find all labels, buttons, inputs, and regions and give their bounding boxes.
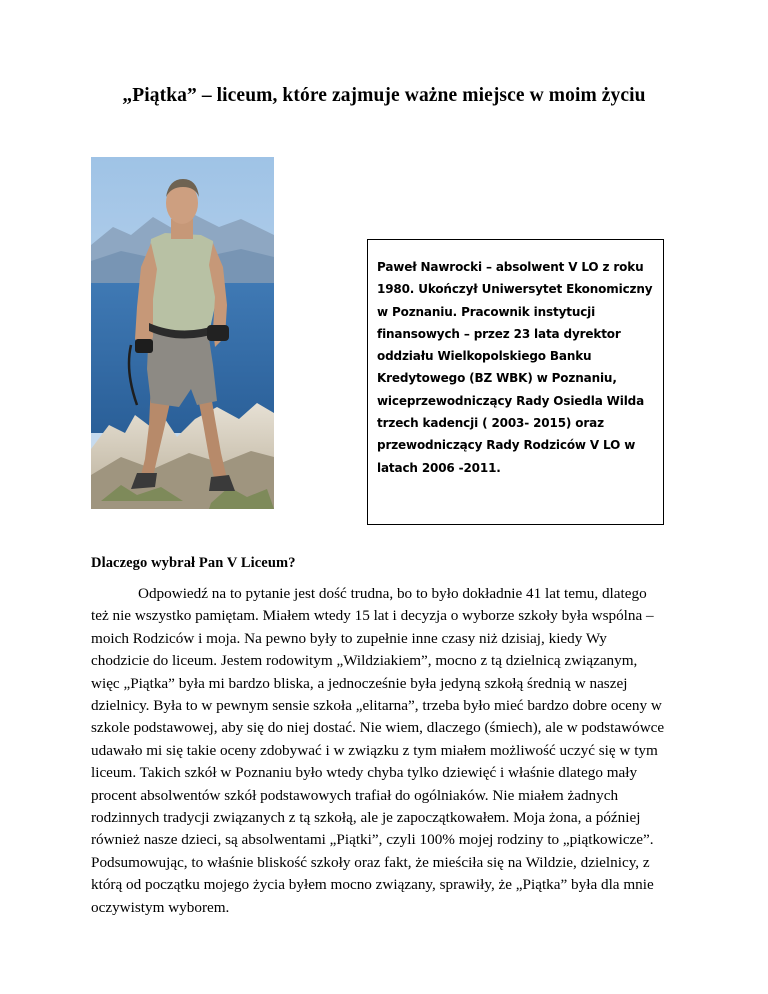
answer-line: którą od początku mojego życia byłem mocno związany, sprawiły, że „Piątka” była dla mnie [91,876,654,894]
caption-line: Kredytowego (BZ WBK) w Poznaniu, [377,371,617,386]
answer-line: Odpowiedź na to pytanie jest dość trudna, bo to było dokładnie 41 lat temu, dlatego [138,585,647,602]
caption-line: finansowych – przez 23 lata dyrektor [377,326,621,341]
caption-line: przewodniczący Rady Rodziców V LO w [377,438,636,453]
page-title: „Piątka” – liceum, które zajmuje ważne miejsce w moim życiu [122,85,646,106]
answer-line: Podsumowując, to właśnie bliskość szkoły oraz fakt, że mieściła się na Wildzie, dzielnicy, z [91,853,650,871]
answer-line: udawało mi się takie oceny zdobywać i w związku z tym miałem możliwość uczyć się w tym [91,741,658,759]
answer-line: moich Rodziców i moja. Na pewno były to zupełnie inne czasy niż dzisiaj, kiedy Wy [91,629,607,647]
interview-answer [91,583,691,919]
answer-line: też nie wszystko pamiętam. Miałem wtedy 15 lat i decyzja o wyborze szkoły była wspólna – [91,607,654,625]
answer-line: liceum. Takich szkół w Poznaniu było wtedy chyba tylko dziewięć i właśnie dlatego mały [91,764,638,782]
answer-line: więc „Piątka” była mi bardzo bliska, a jednocześnie była jedyną szkołą średnią w naszej [91,674,628,692]
caption-line: latach 2006 -2011. [377,460,501,475]
answer-line: szkole podstawowej, aby się do niej dostać. Nie wiem, dlaczego (śmiech), ale w podstawówce [91,719,665,737]
caption-line: wiceprzewodniczący Rady Osiedla Wilda [377,393,645,408]
portrait-photo-icon [91,157,274,509]
caption-line: 1980. Ukończył Uniwersytet Ekonomiczny [377,282,653,297]
caption-box [367,239,664,525]
caption-line: trzech kadencji ( 2003- 2015) oraz [377,416,604,431]
answer-line: rodzinnych tradycji związanych z tą szkołą, ale je zapoczątkowałem. Moja żona, a później [91,809,641,827]
caption-line: w Poznaniu. Pracownik instytucji [377,304,596,319]
answer-line: chodzicie do liceum. Jestem rodowitym „Wildziakiem”, mocno z tą dzielnicą związanym, [91,652,638,670]
caption-text [377,256,659,479]
interview-question: Dlaczego wybrał Pan V Liceum? [91,555,296,571]
answer-line: również nasze dzieci, są absolwentami „Piątki”, czyli 100% mojej rodziny to „piątkowicze”. [91,831,654,849]
answer-line: dzielnicy. Była to w pewnym sensie szkoła „elitarna”, trzeba było mieć bardzo dobre oceny w [91,697,662,715]
answer-line: oczywistym wyborem. [91,898,230,916]
caption-line: oddziału Wielkopolskiego Banku [377,349,592,364]
caption-line: Paweł Nawrocki – absolwent V LO z roku [377,260,644,274]
answer-line: procent absolwentów szkół podstawowych trafiał do ogólniaków. Nie miałem żadnych [91,786,619,804]
